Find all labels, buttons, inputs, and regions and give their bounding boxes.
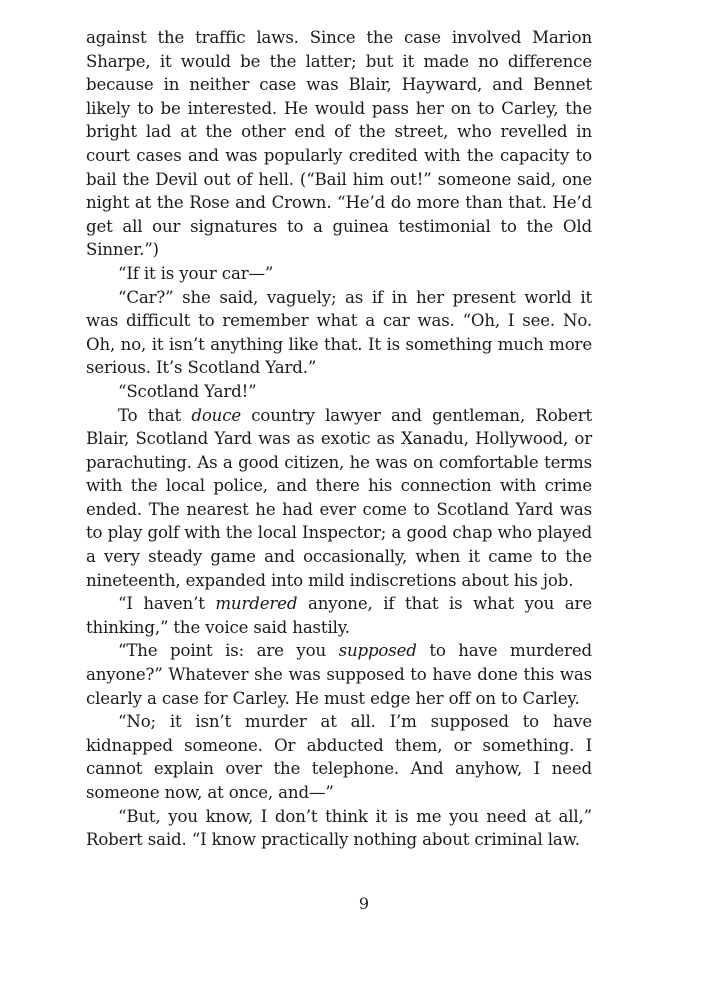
page-number: 9	[358, 894, 370, 913]
paragraph-6-text-a: “I haven’t	[118, 594, 216, 614]
paragraph-8	[86, 710, 592, 804]
page-body	[86, 26, 592, 852]
paragraph-4-text: “Scotland Yard!”	[118, 381, 257, 401]
paragraph-9-text: “But, you know, I don’t think it is me you need at all,” Robert said. “I know practically nothing about criminal law.	[86, 806, 592, 850]
paragraph-1-text: against the traffic laws. Since the case involved Marion Sharpe, it would be the latter; but it made no difference because in neither case was Blair, Hayward, and Bennet likely to be interested. He would pass her on to Carley, the bright lad at the other end of the street, who revelled in court cases and was popularly credited with the capacity to bail the Devil out of hell. (“Bail him out!” someone said, one night at the Rose and Crown. “He’d do more than that. He’d get all our signatures to a guinea testimonial to the Old Sinner.”)	[86, 28, 592, 260]
paragraph-6-italic-murdered: murdered	[215, 594, 298, 614]
paragraph-2-text: “If it is your car—”	[118, 263, 274, 283]
paragraph-7-text-a: “The point is: are you	[118, 641, 339, 661]
paragraph-5	[86, 404, 592, 593]
paragraph-9	[86, 805, 592, 852]
paragraph-1	[86, 26, 592, 262]
paragraph-3	[86, 286, 592, 380]
paragraph-2	[86, 262, 592, 286]
paragraph-7-text-b: to have murdered anyone?” Whatever she was supposed to have done this was clearly a case for Carley. He must edge her off on to Carley.	[86, 641, 592, 708]
paragraph-8-text: “No; it isn’t murder at all. I’m supposed to have kidnapped someone. Or abducted them, or something. I cannot explain over the telephone. And anyhow, I need someone now, at once, and—”	[86, 712, 592, 802]
paragraph-6	[86, 592, 592, 639]
paragraph-5-text-a: To that	[118, 405, 192, 425]
paragraph-7-italic-supposed: supposed	[338, 641, 417, 661]
paragraph-5-italic-douce: douce	[191, 405, 242, 425]
paragraph-3-text: “Car?” she said, vaguely; as if in her present world it was difficult to remember what a car was. “Oh, I see. No. Oh, no, it isn’t anything like that. It is something much more serious. It’s Scotland Yard.”	[86, 287, 592, 378]
paragraph-5-text-b: country lawyer and gentleman, Robert Blair, Scotland Yard was as exotic as Xanadu, Hollywood, or parachuting. As a good citizen, he was on comfortable terms with the local police, and there his connection with crime ended. The nearest he had ever come to Scotland Yard was to play golf with the local Inspector; a good chap who played a very steady game and occasionally, when it came to the nineteenth, expanded into mild indiscretions about his job.	[86, 405, 592, 590]
paragraph-6-text-b: anyone, if that is what you are thinking,” the voice said hastily.	[86, 594, 593, 637]
paragraph-4	[86, 380, 592, 404]
paragraph-7	[86, 639, 592, 710]
